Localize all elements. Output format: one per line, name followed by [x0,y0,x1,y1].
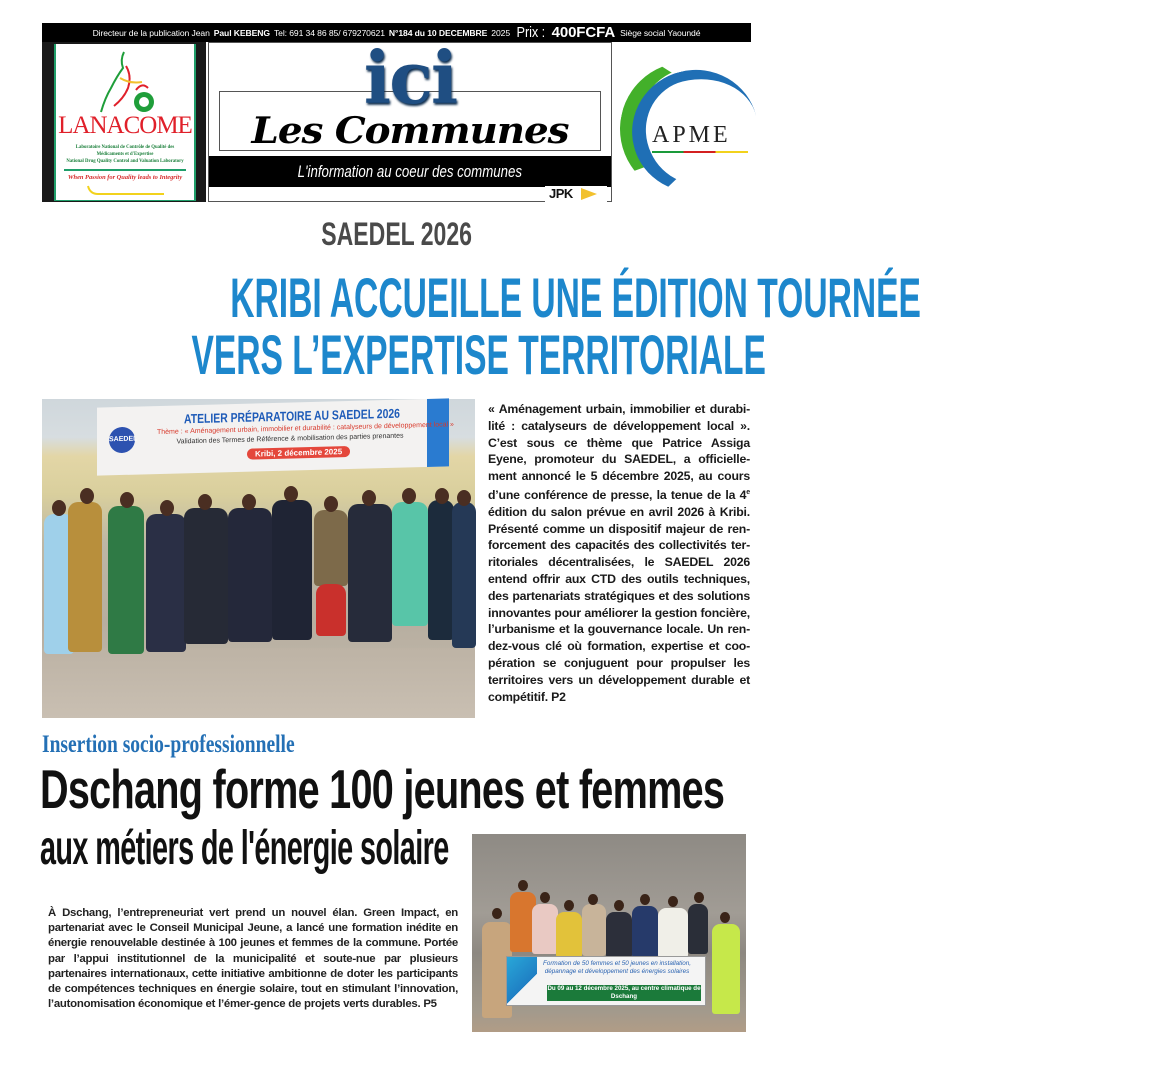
lead-headline-line1 [0,266,921,329]
banner-subtitle: Validation des Termes de Référence & mobilisation des parties prenantes [176,432,404,446]
lanacome-subtitle-fr: Laboratoire National de Contrôle de Qualité des Médicaments et d'Expertise [75,144,175,157]
issue-year: 2025 [491,27,510,38]
second-article-body: À Dschang, l’entrepreneuriat vert prend un nouvel élan. Green Impact, en partenariat avec le Conseil Municipal Jeune, a lancé une formation inédite en énergie renouvelable destinée à 100 jeunes et femmes de la commune. Portée par l’appui institutionnel de la municipalité et soute-nue par plusieurs partenaires internationaux, cette initiative ambitionne de doter les participants de compétences techniques en énergie solaire, tout en stimulant l’innovation, l’autonomisation économique et l’émer-gence de projets verts durables. P5 [48,907,458,1011]
director-label: Directeur de la publication Jean [92,27,210,38]
lead-body-part2: édition du salon prévue en avril 2026 à Kribi. Présenté comme un dispositif majeur de ren-forcement des capacités des collectivités ter-ritoriales décentralisées, le SAEDEL 2026 entend offrir aux CTD des outils techniques, des partenariats stratégiques et des solutions innovantes pour améliorer la gestion foncière, l’urbanisme et la gouvernance locale. Un ren-dez-vous clé où formation, expertise et coo-pération se conjuguent pour propulser les territoires vers un développement durable et compétitif. P2 [488,504,750,704]
apme-logo [614,50,754,200]
price-label: Prix : [516,24,546,41]
photo2-banner-title: Formation de 50 femmes et 50 jeunes en installation, dépannage et développement des énergies solaires [542,960,692,975]
photo-banner [97,398,454,475]
second-headline-line1 [40,759,990,819]
saedel-logo: SAEDEL [109,427,135,454]
telephone: Tel: 691 34 86 85/ 679270621 [273,27,385,38]
jpk-text: JPK [549,186,573,201]
second-headline-line2-text: aux métiers de l'énergie solaire [40,822,449,875]
lanacome-subtitle-en: National Drug Quality Control and Valuation Laboratory [66,158,184,164]
divider [64,169,186,171]
lead-headline-line2 [0,323,793,386]
masthead-title: Les Communes [251,110,569,152]
lanacome-logo [42,42,206,202]
lead-photo [42,399,475,718]
lead-body-sup: e [746,488,750,496]
banner-title-text: ATELIER PRÉPARATOIRE AU SAEDEL 2026 [183,405,400,427]
price-value: 400FCFA [551,24,616,41]
ground [42,648,475,718]
lead-kicker [0,214,793,254]
second-kicker [42,731,366,759]
second-kicker-text: Insertion socio-professionnelle [42,731,295,758]
newspaper-masthead [208,35,612,202]
jpk-logo [545,186,607,202]
lead-body-part1: « Aménagement urbain, immobilier et durabi-lité : catalyseurs de développement local ». C’est sous ce thème que Patrice Assiga Eyene, promoteur du SAEDEL, a officielle-ment annoncé le 5 décembre 2025, au cours d’une conférence de presse, la tenue de la 4 [488,402,750,503]
lanacome-subtitle [65,144,186,165]
masthead-ici: ici [363,35,457,120]
apme-name: APME [652,122,731,148]
lead-headline-line2-text: VERS L’EXPERTISE TERRITORIALE [191,323,766,386]
play-triangle-icon [581,188,597,200]
photo2-banner-footer: Du 09 au 12 décembre 2025, au centre climatique de Dschang [547,985,701,1000]
flag-stripe [652,151,748,153]
headquarters: Siège social Yaoundé [620,27,701,38]
swoosh-icon [86,184,166,196]
tagline-text: L'information au coeur des communes [297,162,523,181]
issue-number: N°184 du 10 DECEMBRE [388,27,488,38]
lanacome-name: LANACOME [58,112,192,139]
banner-theme: Thème : « Aménagement urbain, immobilier et durabilité : catalyseurs de développement local » [157,421,454,437]
lead-headline-line1-text: KRIBI ACCUEILLE UNE ÉDITION TOURNÉE [230,266,921,329]
runner-figure-icon [94,48,164,114]
banner-date: Kribi, 2 décembre 2025 [247,446,350,460]
lead-article-body [488,401,750,705]
masthead-tagline [209,156,611,187]
second-photo [472,834,746,1032]
director-name: Paul KEBENG [213,27,270,38]
lead-kicker-text: SAEDEL 2026 [321,216,472,252]
lanacome-motto: When Passion for Quality leads to Integrity [67,174,183,181]
second-headline-line1-text: Dschang forme 100 jeunes et femmes [40,758,725,820]
group-of-people [42,494,475,654]
photo2-banner [506,956,706,1006]
